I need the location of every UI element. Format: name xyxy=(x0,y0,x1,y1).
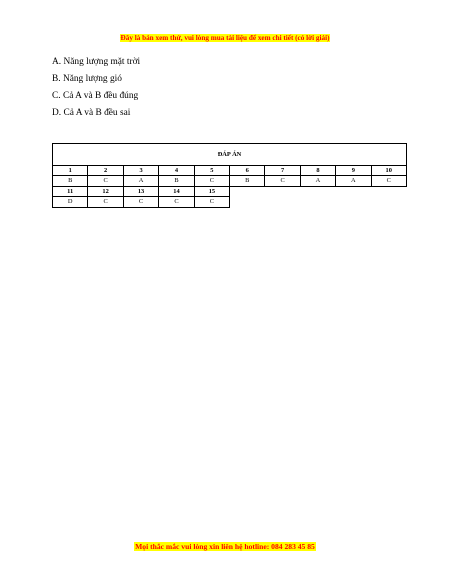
table-row xyxy=(53,186,407,196)
table-row xyxy=(53,197,407,207)
question-number: 11 xyxy=(53,186,88,196)
answer-letter: D xyxy=(53,197,88,207)
question-number: 6 xyxy=(230,166,265,176)
empty-cell xyxy=(230,186,407,196)
answer-letter: C xyxy=(371,176,407,186)
question-number: 8 xyxy=(300,166,335,176)
question-number: 12 xyxy=(88,186,123,196)
question-number: 3 xyxy=(123,166,158,176)
table-row xyxy=(53,166,407,176)
answer-letter: A xyxy=(300,176,335,186)
option-a: A. Năng lượng mặt trời xyxy=(52,57,141,67)
answer-key-table xyxy=(52,143,407,208)
answer-letter: C xyxy=(88,197,123,207)
question-number: 7 xyxy=(265,166,300,176)
hotline-text: Mọi thắc mắc vui lòng xin liên hệ hotline: 084 283 45 85 xyxy=(135,542,315,551)
answer-letter: A xyxy=(123,176,158,186)
answer-letter: C xyxy=(88,176,123,186)
answer-letter: C xyxy=(194,176,229,186)
answer-letter: B xyxy=(159,176,194,186)
question-number: 13 xyxy=(123,186,158,196)
option-d: D. Cả A và B đều sai xyxy=(52,108,131,118)
answer-letter: C xyxy=(194,197,229,207)
answer-key-title: ĐÁP ÁN xyxy=(53,144,407,166)
answer-letter: C xyxy=(159,197,194,207)
answer-letter: C xyxy=(123,197,158,207)
question-number: 1 xyxy=(53,166,88,176)
question-number: 9 xyxy=(336,166,371,176)
question-number: 10 xyxy=(371,166,407,176)
answer-options xyxy=(52,54,140,122)
empty-cell xyxy=(230,197,407,207)
option-b: B. Năng lượng gió xyxy=(52,74,122,84)
question-number: 4 xyxy=(159,166,194,176)
answer-letter: C xyxy=(265,176,300,186)
preview-banner xyxy=(0,27,450,45)
question-number: 2 xyxy=(88,166,123,176)
answer-letter: A xyxy=(336,176,371,186)
answer-letter: B xyxy=(230,176,265,186)
question-number: 14 xyxy=(159,186,194,196)
preview-banner-text: Đây là bản xem thử, vui lòng mua tài liệu để xem chi tiết (có lời giải) xyxy=(120,34,330,42)
table-row xyxy=(53,176,407,186)
question-number: 5 xyxy=(194,166,229,176)
question-number: 15 xyxy=(194,186,229,196)
answer-letter: B xyxy=(53,176,88,186)
hotline-footer xyxy=(0,536,450,554)
option-c: C. Cả A và B đều đúng xyxy=(52,91,139,101)
